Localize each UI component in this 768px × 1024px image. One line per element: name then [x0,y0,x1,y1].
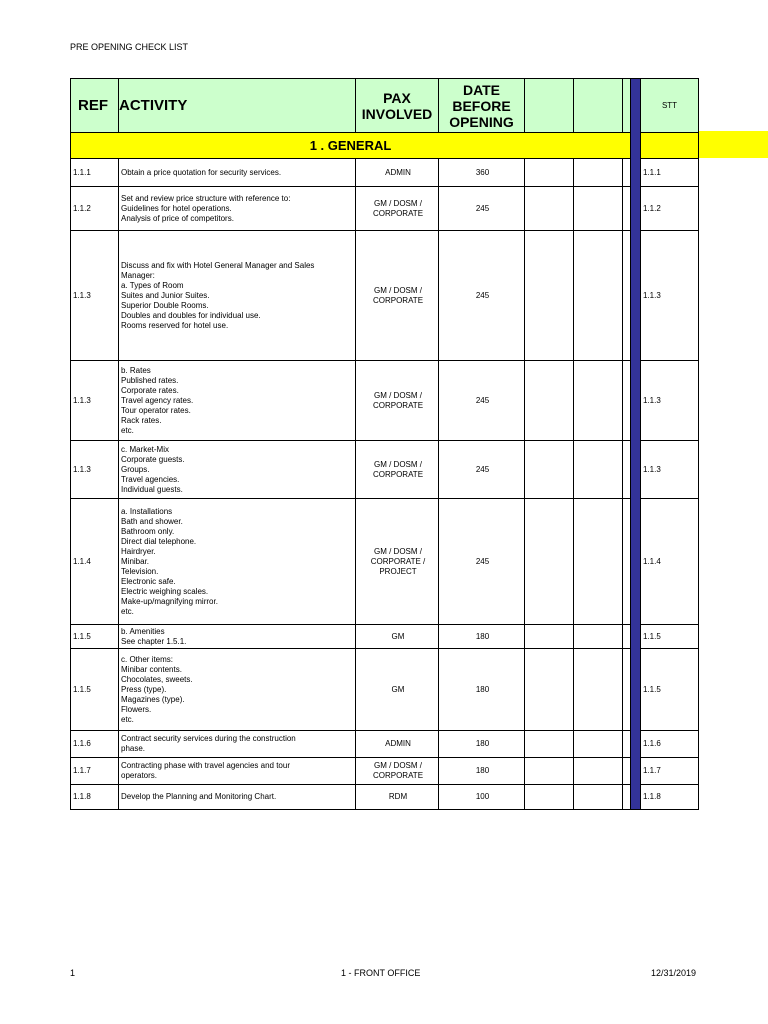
activity-line: etc. [121,425,134,435]
gap-cell [623,187,631,231]
activity-line: Travel agency rates. [121,395,194,405]
gap-cell [623,758,631,785]
activity-line: Contracting phase with travel agencies and tour [121,761,290,770]
activity-line: Minibar. [121,556,150,566]
pax-line: CORPORATE [372,208,424,218]
stt-cell: 1.1.5 [641,649,699,731]
gap-cell [623,231,631,361]
pax-line: GM / DOSM / [374,390,422,400]
pax-cell [356,361,439,441]
empty-cell [525,499,574,625]
pax-line: ADMIN [385,167,411,177]
empty-cell [525,231,574,361]
empty-cell [574,785,623,810]
pax-cell [356,231,439,361]
activity-cell [119,649,356,731]
activity-line: Individual guests. [121,484,183,494]
pax-involved-header: PAX INVOLVED [356,79,439,133]
activity-line: Doubles and doubles for individual use. [121,310,261,320]
empty-header-cell [574,79,623,133]
activity-line: Flowers. [121,704,152,714]
activity-line: Electric weighing scales. [121,586,209,596]
table-row [71,441,699,499]
activity-cell [119,499,356,625]
days-cell: 180 [439,625,525,649]
section-title: 1 . GENERAL [71,133,631,159]
activity-line: Electronic safe. [121,576,176,586]
stt-cell: 1.1.3 [641,441,699,499]
activity-cell [119,625,356,649]
pax-line: GM / DOSM / [374,285,422,295]
activity-line: Corporate guests. [121,454,185,464]
days-cell: 245 [439,231,525,361]
stt-cell: 1.1.2 [641,187,699,231]
pax-line: GM / DOSM / [374,459,422,469]
section-highlight-extension [693,131,768,158]
activity-line: Obtain a price quotation for security services. [121,167,282,177]
activity-line: c. Market-Mix [121,444,169,454]
activity-line: Discuss and fix with Hotel General Manager and Sales [121,260,315,270]
activity-line: a. Installations [121,506,173,516]
stt-cell: 1.1.5 [641,625,699,649]
stt-cell: 1.1.7 [641,758,699,785]
activity-line: Superior Double Rooms. [121,300,209,310]
pax-line: RDM [388,792,408,801]
days-cell: 180 [439,731,525,758]
empty-cell [574,231,623,361]
empty-cell [525,187,574,231]
ref-cell: 1.1.1 [71,159,119,187]
empty-cell [525,625,574,649]
table-header-row [71,79,699,133]
activity-line: Magazines (type). [121,694,185,704]
activity-line: Analysis of price of competitors. [121,213,234,223]
table-row [71,159,699,187]
activity-line: Contract security services during the construction [121,734,296,743]
activity-line: phase. [121,744,146,753]
empty-cell [574,441,623,499]
pax-cell [356,649,439,731]
ref-cell: 1.1.3 [71,231,119,361]
activity-cell [119,187,356,231]
empty-header-cell [525,79,574,133]
pax-cell [356,758,439,785]
activity-line: Direct dial telephone. [121,536,197,546]
empty-cell [525,758,574,785]
table-row [71,649,699,731]
days-cell: 245 [439,499,525,625]
pax-cell [356,785,439,810]
page-number: 1 [70,968,76,978]
empty-cell [574,361,623,441]
ref-cell: 1.1.8 [71,785,119,810]
days-cell: 245 [439,361,525,441]
activity-line: Set and review price structure with reference to: [121,193,291,203]
days-cell: 245 [439,187,525,231]
table-row [71,758,699,785]
empty-cell [525,785,574,810]
gap-cell [623,159,631,187]
activity-line: b. Amenities [121,626,165,636]
activity-cell [119,361,356,441]
empty-cell [574,159,623,187]
empty-cell [525,731,574,758]
table-row [71,187,699,231]
activity-line: Tour operator rates. [121,405,191,415]
table-row [71,231,699,361]
checklist-table [70,78,699,810]
section-row [71,133,699,159]
pax-line: GM [391,631,405,641]
empty-cell [574,731,623,758]
ref-cell: 1.1.5 [71,625,119,649]
pax-line: CORPORATE [372,400,424,410]
empty-cell [525,649,574,731]
activity-line: Corporate rates. [121,385,179,395]
days-cell: 245 [439,441,525,499]
activity-line: b. Rates [121,365,151,375]
document-title: PRE OPENING CHECK LIST [70,42,189,52]
activity-cell [119,441,356,499]
gap-cell [623,499,631,625]
gap-cell [623,785,631,810]
gap-cell [623,361,631,441]
activity-line: Suites and Junior Suites. [121,290,210,300]
pax-cell [356,441,439,499]
pax-line: PROJECT [379,566,417,576]
section-stt-cell [641,133,699,159]
activity-cell [119,731,356,758]
footer-date: 12/31/2019 [651,968,697,978]
pax-cell [356,499,439,625]
activity-line: Television. [121,566,159,576]
stt-cell: 1.1.4 [641,499,699,625]
activity-line: Make-up/magnifying mirror. [121,596,218,606]
stt-cell: 1.1.1 [641,159,699,187]
days-cell: 180 [439,758,525,785]
table-row [71,499,699,625]
activity-line: Chocolates, sweets. [121,674,193,684]
pax-line: GM [391,684,405,694]
activity-line: Press (type). [121,684,167,694]
empty-cell [574,758,623,785]
empty-cell [525,441,574,499]
activity-line: Rack rates. [121,415,162,425]
activity-line: Travel agencies. [121,474,180,484]
activity-line: Minibar contents. [121,664,182,674]
activity-line: Manager: [121,270,155,280]
activity-cell [119,758,356,785]
gap-header-cell [623,79,631,133]
table-row [71,731,699,758]
activity-cell [119,159,356,187]
gap-cell [623,731,631,758]
activity-line: Rooms reserved for hotel use. [121,320,229,330]
date-before-opening-header: DATE BEFORE OPENING [439,79,525,133]
stt-cell: 1.1.3 [641,231,699,361]
ref-cell: 1.1.3 [71,441,119,499]
gap-cell [623,441,631,499]
activity-line: Develop the Planning and Monitoring Chart. [121,792,277,801]
pax-line: GM / DOSM / [374,761,422,770]
activity-line: Groups. [121,464,150,474]
ref-header: REF [71,79,119,133]
activity-line: Hairdryer. [121,546,156,556]
pax-line: GM / DOSM / [374,546,422,556]
empty-cell [574,649,623,731]
pax-line: GM / DOSM / [374,198,422,208]
pax-line: ADMIN [385,739,411,748]
days-cell: 180 [439,649,525,731]
pax-line: CORPORATE [372,469,424,479]
empty-cell [574,499,623,625]
stt-header: STT [641,79,699,133]
activity-cell [119,231,356,361]
pax-line: CORPORATE / [370,556,426,566]
ref-cell: 1.1.5 [71,649,119,731]
stt-cell: 1.1.3 [641,361,699,441]
days-cell: 360 [439,159,525,187]
ref-cell: 1.1.4 [71,499,119,625]
table-row [71,361,699,441]
activity-line: Published rates. [121,375,179,385]
activity-line: Bathroom only. [121,526,175,536]
activity-header: ACTIVITY [119,79,356,133]
gap-cell [623,625,631,649]
activity-line: a. Types of Room [121,280,184,290]
days-cell: 100 [439,785,525,810]
table-row [71,625,699,649]
gap-cell [623,649,631,731]
activity-line: See chapter 1.5.1. [121,636,187,646]
ref-cell: 1.1.6 [71,731,119,758]
pax-line: CORPORATE [372,771,424,780]
blue-separator-band [631,79,641,810]
activity-cell [119,785,356,810]
stt-cell: 1.1.8 [641,785,699,810]
empty-cell [574,625,623,649]
activity-line: operators. [121,771,158,780]
pax-cell [356,731,439,758]
ref-cell: 1.1.7 [71,758,119,785]
empty-cell [574,187,623,231]
pax-cell [356,625,439,649]
ref-cell: 1.1.3 [71,361,119,441]
pax-cell [356,159,439,187]
activity-line: etc. [121,606,134,616]
empty-cell [525,159,574,187]
stt-cell: 1.1.6 [641,731,699,758]
footer-section: 1 - FRONT OFFICE [341,968,421,978]
pax-line: CORPORATE [372,295,424,305]
table-row [71,785,699,810]
empty-cell [525,361,574,441]
activity-line: Bath and shower. [121,516,183,526]
pax-cell [356,187,439,231]
activity-line: c. Other items: [121,654,174,664]
activity-line: etc. [121,714,134,724]
activity-line: Guidelines for hotel operations. [121,203,232,213]
ref-cell: 1.1.2 [71,187,119,231]
